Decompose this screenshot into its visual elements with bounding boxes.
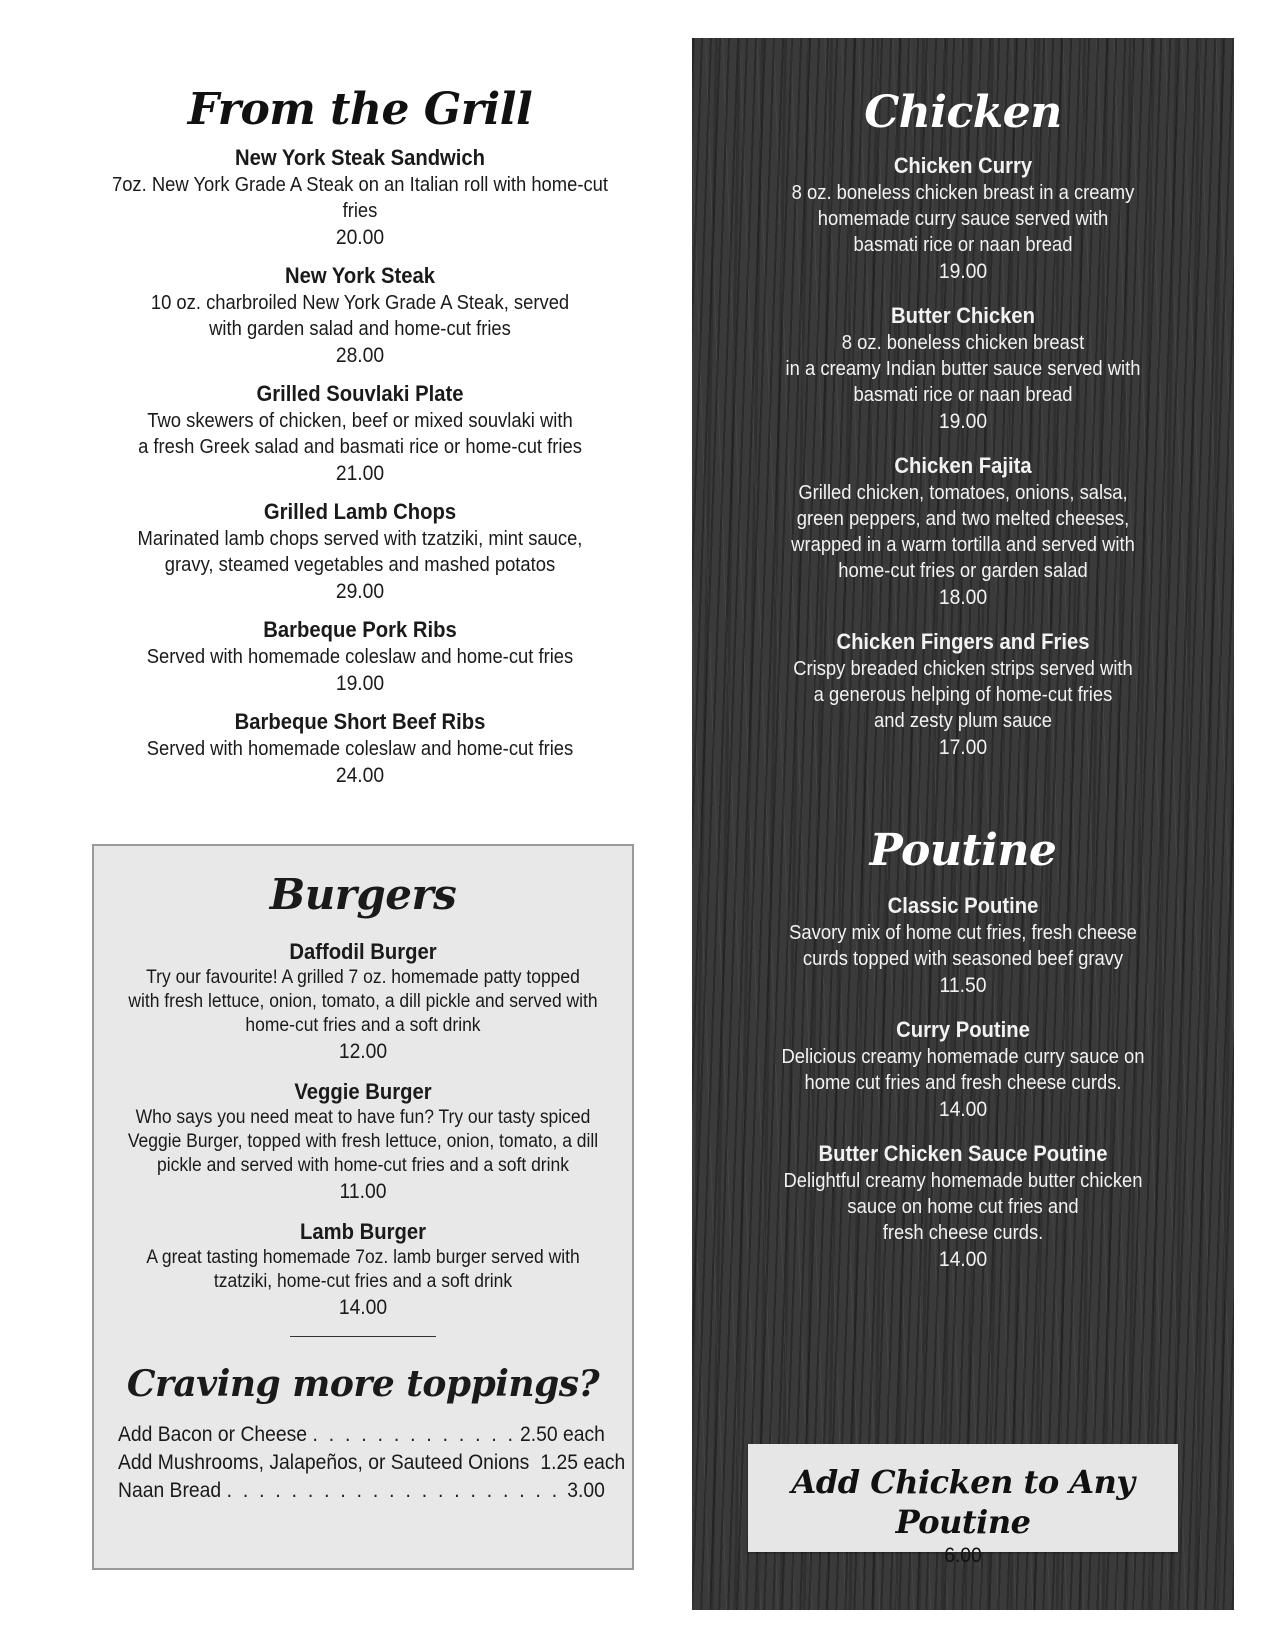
item-name: Chicken Curry <box>893 153 1033 178</box>
item-price: 17.00 <box>938 736 988 759</box>
item-description: Two skewers of chicken, beef or mixed souvlaki with a fresh Greek salad and basmati rice or home-cut fries <box>138 410 582 458</box>
burgers-title: Burgers <box>269 870 457 919</box>
item-description: Delicious creamy homemade curry sauce on home cut fries and fresh cheese curds. <box>781 1046 1145 1094</box>
item-description: 8 oz. boneless chicken breast in a creamy Indian butter sauce served with basmati rice or naan bread <box>785 332 1141 406</box>
item-description: 8 oz. boneless chicken breast in a creamy homemade curry sauce served with basmati rice or naan bread <box>791 182 1135 256</box>
item-name: Lamb Burger <box>300 1219 426 1244</box>
item-name: Grilled Souvlaki Plate <box>256 381 464 406</box>
item-price: 12.00 <box>338 1040 388 1063</box>
chicken-poutine-panel <box>692 38 1234 1610</box>
item-name: New York Steak <box>284 263 435 288</box>
topping-label: Add Bacon or Cheese <box>118 1423 308 1446</box>
chicken-title: Chicken <box>864 87 1062 138</box>
topping-price: 1.25 each <box>540 1451 626 1474</box>
item-description: Grilled chicken, tomatoes, onions, salsa, green peppers, and two melted cheeses, wrapped in a warm tortilla and served with home-cut fries or garden salad <box>791 482 1135 582</box>
item-description: Served with homemade coleslaw and home-cut fries <box>146 646 574 668</box>
item-name: New York Steak Sandwich <box>234 145 486 170</box>
item-description: Savory mix of home cut fries, fresh cheese curds topped with seasoned beef gravy <box>789 922 1137 970</box>
topping-price: 2.50 each <box>519 1423 605 1446</box>
topping-label: Add Mushrooms, Jalapeños, or Sauteed Onions <box>118 1451 530 1474</box>
item-description: A great tasting homemade 7oz. lamb burger served with tzatziki, home-cut fries and a soft drink <box>146 1247 580 1292</box>
item-price: 29.00 <box>335 580 385 603</box>
menu-item <box>90 708 630 790</box>
toppings-list <box>94 1421 632 1505</box>
item-description: Served with homemade coleslaw and home-cut fries <box>146 738 574 760</box>
leader-dots <box>313 1421 515 1449</box>
item-name: Curry Poutine <box>896 1017 1030 1042</box>
addon-price: 6.00 <box>944 1544 982 1567</box>
topping-row <box>118 1449 626 1477</box>
add-chicken-box <box>748 1444 1178 1567</box>
menu-item <box>90 144 630 252</box>
item-price: 19.00 <box>335 672 385 695</box>
item-price: 14.00 <box>338 1296 388 1319</box>
menu-item <box>90 616 630 698</box>
item-name: Butter Chicken <box>891 303 1035 328</box>
menu-item <box>692 152 1234 286</box>
item-description: Crispy breaded chicken strips served with a generous helping of home-cut fries and zesty plum sauce <box>793 658 1133 732</box>
menu-item <box>692 1140 1234 1274</box>
item-description: Try our favourite! A grilled 7 oz. homemade patty topped with fresh lettuce, onion, tomato, a dill pickle and served with home-cut fries and a soft drink <box>128 967 598 1036</box>
toppings-title: Craving more toppings? <box>126 1363 600 1405</box>
menu-item <box>692 628 1234 762</box>
menu-item <box>94 938 632 1066</box>
item-name: Barbeque Pork Ribs <box>263 617 457 642</box>
poutine-title: Poutine <box>869 825 1057 876</box>
grill-section <box>90 82 630 800</box>
menu-item <box>90 380 630 488</box>
menu-item <box>692 1016 1234 1124</box>
topping-row <box>118 1421 605 1449</box>
item-name: Veggie Burger <box>294 1079 432 1104</box>
item-name: Chicken Fingers and Fries <box>836 629 1090 654</box>
grill-title: From the Grill <box>187 84 533 135</box>
item-price: 11.50 <box>939 974 987 997</box>
item-description: Delightful creamy homemade butter chicken sauce on home cut fries and fresh cheese curds. <box>783 1170 1143 1244</box>
menu-item <box>692 892 1234 1000</box>
item-description: 10 oz. charbroiled New York Grade A Steak, served with garden salad and home-cut fries <box>150 292 570 340</box>
menu-item <box>90 262 630 370</box>
burgers-section <box>92 844 634 1570</box>
item-name: Barbeque Short Beef Ribs <box>234 709 486 734</box>
menu-item <box>692 452 1234 612</box>
topping-price: 3.00 <box>567 1479 605 1502</box>
topping-label: Naan Bread <box>118 1479 222 1502</box>
item-name: Butter Chicken Sauce Poutine <box>818 1141 1108 1166</box>
item-description: 7oz. New York Grade A Steak on an Italian roll with home-cut fries <box>111 174 609 222</box>
item-price: 14.00 <box>938 1098 988 1121</box>
item-price: 19.00 <box>938 410 988 433</box>
menu-item <box>90 498 630 606</box>
topping-row <box>118 1477 605 1505</box>
item-name: Chicken Fajita <box>894 453 1032 478</box>
item-price: 11.00 <box>339 1180 387 1203</box>
addon-title: Add Chicken to Any Poutine <box>791 1463 1135 1541</box>
item-name: Classic Poutine <box>887 893 1039 918</box>
item-price: 18.00 <box>938 586 988 609</box>
item-description: Marinated lamb chops served with tzatziki, mint sauce, gravy, steamed vegetables and mashed potatos <box>137 528 583 576</box>
item-price: 24.00 <box>335 764 385 787</box>
item-price: 28.00 <box>335 344 385 367</box>
item-name: Grilled Lamb Chops <box>263 499 457 524</box>
menu-item <box>94 1218 632 1322</box>
item-name: Daffodil Burger <box>289 939 437 964</box>
menu-item <box>692 302 1234 436</box>
leader-dots <box>227 1477 562 1505</box>
item-price: 20.00 <box>335 226 385 249</box>
item-price: 21.00 <box>335 462 385 485</box>
menu-item <box>94 1078 632 1206</box>
item-description: Who says you need meat to have fun? Try our tasty spiced Veggie Burger, topped with fresh lettuce, onion, tomato, a dill pickle and served with home-cut fries and a soft drink <box>127 1107 599 1176</box>
item-price: 14.00 <box>938 1248 988 1271</box>
item-price: 19.00 <box>938 260 988 283</box>
section-divider <box>290 1336 436 1337</box>
